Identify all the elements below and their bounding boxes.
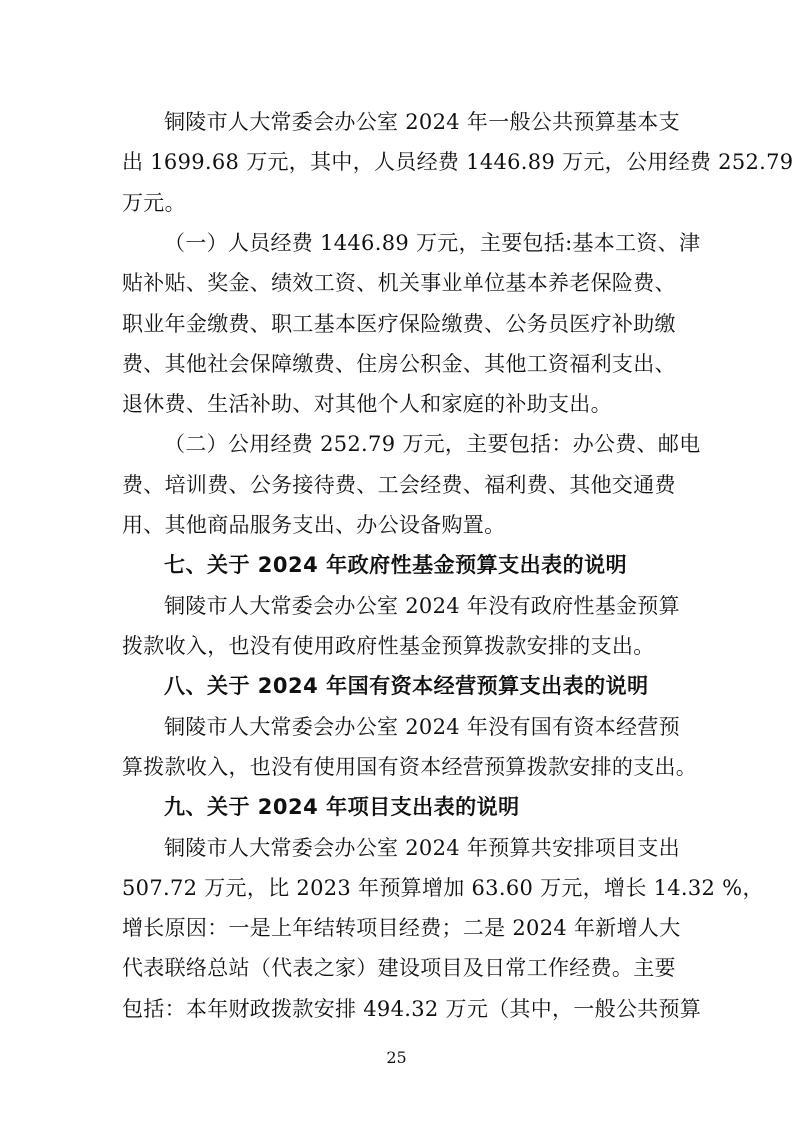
paragraph-government-fund-line-1: 铜陵市人大常委会办公室 2024 年没有政府性基金预算 — [164, 594, 680, 618]
paragraph-public-expense-line-2: 费、培训费、公务接待费、工会经费、福利费、其他交通费 — [122, 473, 676, 497]
section-heading-7: 七、关于 2024 年政府性基金预算支出表的说明 — [164, 553, 628, 577]
section-heading-8: 八、关于 2024 年国有资本经营预算支出表的说明 — [164, 674, 649, 698]
paragraph-basic-expense-line-2: 出 1699.68 万元，其中，人员经费 1446.89 万元，公用经费 252.79 — [122, 150, 793, 174]
paragraph-project-expense-line-5: 包括：本年财政拨款安排 494.32 万元（其中，一般公共预算 — [122, 997, 702, 1021]
paragraph-project-expense-line-1: 铜陵市人大常委会办公室 2024 年预算共安排项目支出 — [164, 836, 680, 860]
paragraph-state-capital-line-1: 铜陵市人大常委会办公室 2024 年没有国有资本经营预 — [164, 715, 680, 739]
paragraph-project-expense-line-4: 代表联络总站（代表之家）建设项目及日常工作经费。主要 — [122, 956, 676, 980]
paragraph-public-expense-line-3: 用、其他商品服务支出、办公设备购置。 — [122, 513, 506, 537]
paragraph-personnel-expense-line-2: 贴补贴、奖金、绩效工资、机关事业单位基本养老保险费、 — [122, 271, 676, 295]
paragraph-government-fund-line-2: 拨款收入，也没有使用政府性基金预算拨款安排的支出。 — [122, 634, 655, 658]
paragraph-basic-expense-line-3: 万元。 — [122, 191, 186, 215]
paragraph-project-expense-line-3: 增长原因：一是上年结转项目经费；二是 2024 年新增人大 — [122, 916, 681, 940]
paragraph-personnel-expense-line-4: 费、其他社会保障缴费、住房公积金、其他工资福利支出、 — [122, 352, 676, 376]
paragraph-state-capital-line-2: 算拨款收入，也没有使用国有资本经营预算拨款安排的支出。 — [122, 755, 698, 779]
paragraph-project-expense-line-2: 507.72 万元，比 2023 年预算增加 63.60 万元，增长 14.32 %， — [122, 876, 764, 900]
paragraph-public-expense-line-1: （二）公用经费 252.79 万元，主要包括：办公费、邮电 — [164, 432, 701, 456]
paragraph-personnel-expense-line-1: （一）人员经费 1446.89 万元，主要包括:基本工资、津 — [164, 231, 701, 255]
paragraph-personnel-expense-line-5: 退休费、生活补助、对其他个人和家庭的补助支出。 — [122, 392, 612, 416]
paragraph-basic-expense-line-1: 铜陵市人大常委会办公室 2024 年一般公共预算基本支 — [164, 110, 680, 134]
section-heading-9: 九、关于 2024 年项目支出表的说明 — [164, 795, 520, 819]
page-number: 25 — [386, 1048, 407, 1067]
paragraph-personnel-expense-line-3: 职业年金缴费、职工基本医疗保险缴费、公务员医疗补助缴 — [122, 312, 676, 336]
